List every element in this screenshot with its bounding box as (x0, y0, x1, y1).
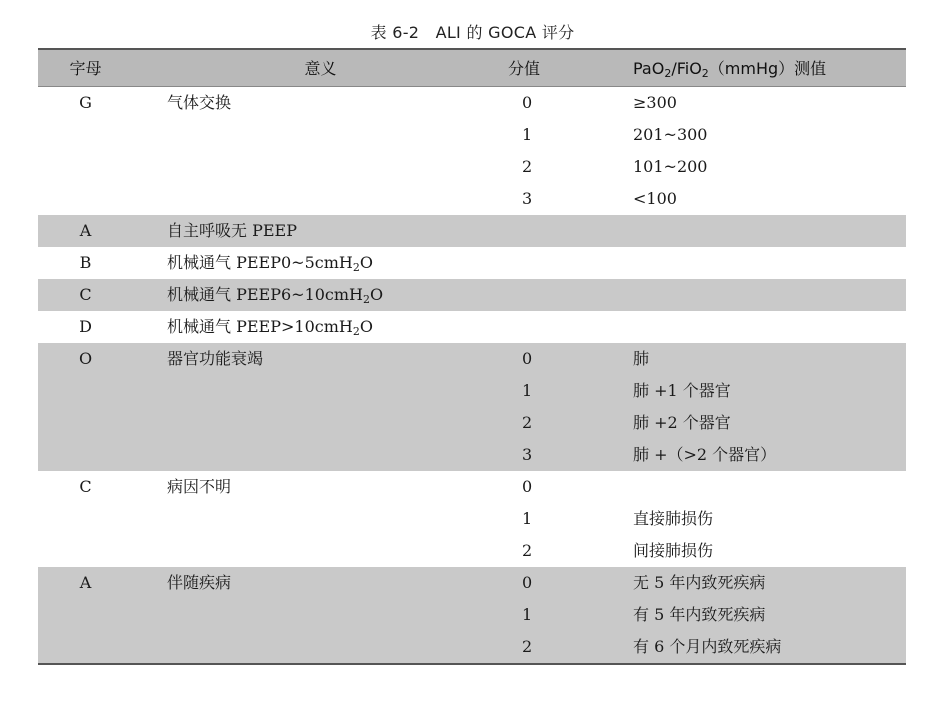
cell-value (613, 279, 906, 311)
cell-value: 肺 +2 个器官 (613, 407, 906, 439)
table-row (38, 471, 906, 503)
cell-value: 直接肺损伤 (633, 508, 714, 528)
header-pao2-fio2: PaO$_2$/FiO$_2$（mmHg）测值 (613, 49, 906, 86)
cell-letter: G (79, 92, 92, 112)
table-row (38, 183, 906, 215)
cell-value: 有 5 年内致死疾病 (613, 599, 906, 631)
cell-meaning: 器官功能衰竭 (133, 343, 508, 375)
cell-meaning (133, 503, 508, 535)
cell-score: 0 (522, 476, 533, 496)
cell-meaning (133, 439, 508, 471)
cell-meaning: 机械通气 PEEP0~5cmH$_2$O (167, 252, 373, 274)
cell-meaning: 病因不明 (167, 476, 232, 496)
cell-letter: C (79, 476, 92, 496)
cell-value (613, 311, 906, 343)
table-caption: 表 6-2 ALI 的 GOCA 评分 (370, 23, 575, 42)
cell-letter (38, 439, 133, 471)
cell-score (508, 279, 613, 311)
cell-letter (38, 599, 133, 631)
cell-meaning (133, 535, 508, 567)
cell-value: 201~300 (633, 124, 708, 144)
cell-meaning: 伴随疾病 (133, 567, 508, 599)
cell-score: 2 (508, 407, 613, 439)
cell-letter: C (38, 279, 133, 311)
table-row (38, 311, 906, 343)
cell-score: 0 (522, 92, 533, 112)
table-row (38, 247, 906, 279)
table-row (38, 279, 906, 311)
cell-letter (38, 631, 133, 664)
table-row (38, 407, 906, 439)
cell-score: 0 (508, 343, 613, 375)
cell-score: 2 (522, 540, 533, 560)
cell-letter (38, 119, 133, 151)
cell-value: <100 (633, 188, 677, 208)
table-row (38, 631, 906, 664)
table-row (38, 439, 906, 471)
cell-value: 无 5 年内致死疾病 (613, 567, 906, 599)
cell-score (508, 247, 613, 279)
table-row (38, 599, 906, 631)
cell-value: 101~200 (633, 156, 708, 176)
goca-score-table (38, 48, 906, 665)
table-row (38, 86, 906, 119)
cell-meaning (133, 151, 508, 183)
cell-letter: A (38, 567, 133, 599)
cell-meaning (133, 375, 508, 407)
cell-meaning (133, 631, 508, 664)
cell-meaning: 气体交换 (167, 92, 232, 112)
cell-letter (38, 183, 133, 215)
cell-value: 肺 +1 个器官 (613, 375, 906, 407)
cell-letter (38, 151, 133, 183)
cell-letter (38, 375, 133, 407)
cell-letter: A (38, 215, 133, 247)
cell-score: 0 (508, 567, 613, 599)
cell-letter: D (79, 316, 92, 336)
cell-letter: B (79, 252, 92, 272)
cell-value (613, 247, 906, 279)
cell-score: 1 (522, 124, 533, 144)
table-row (38, 567, 906, 599)
cell-value (613, 215, 906, 247)
cell-value: 有 6 个月内致死疾病 (613, 631, 906, 664)
header-meaning: 意义 (133, 49, 508, 86)
cell-score: 1 (508, 375, 613, 407)
cell-score: 1 (508, 599, 613, 631)
cell-score: 1 (522, 508, 533, 528)
cell-value: 肺 (613, 343, 906, 375)
cell-letter (38, 535, 133, 567)
cell-meaning (133, 119, 508, 151)
cell-value: ≥300 (633, 92, 677, 112)
cell-meaning (133, 599, 508, 631)
table-row (38, 375, 906, 407)
table-row (38, 343, 906, 375)
table-header-row (38, 49, 906, 86)
cell-score (508, 311, 613, 343)
cell-value: 肺 +（>2 个器官） (613, 439, 906, 471)
cell-score (508, 215, 613, 247)
cell-score: 3 (522, 188, 533, 208)
cell-meaning (133, 183, 508, 215)
cell-score: 2 (522, 156, 533, 176)
table-row (38, 151, 906, 183)
table-row (38, 215, 906, 247)
table-row (38, 119, 906, 151)
cell-letter (38, 407, 133, 439)
cell-value (613, 471, 906, 503)
cell-letter: O (38, 343, 133, 375)
cell-meaning: 机械通气 PEEP>10cmH$_2$O (167, 316, 373, 338)
header-score: 分值 (508, 49, 613, 86)
cell-score: 3 (508, 439, 613, 471)
table-row (38, 503, 906, 535)
cell-value: 间接肺损伤 (633, 540, 714, 560)
cell-meaning: 机械通气 PEEP6~10cmH$_2$O (133, 279, 508, 311)
cell-meaning: 自主呼吸无 PEEP (133, 215, 508, 247)
table-row (38, 535, 906, 567)
cell-score: 2 (508, 631, 613, 664)
header-letter: 字母 (38, 49, 133, 86)
cell-letter (38, 503, 133, 535)
cell-meaning (133, 407, 508, 439)
